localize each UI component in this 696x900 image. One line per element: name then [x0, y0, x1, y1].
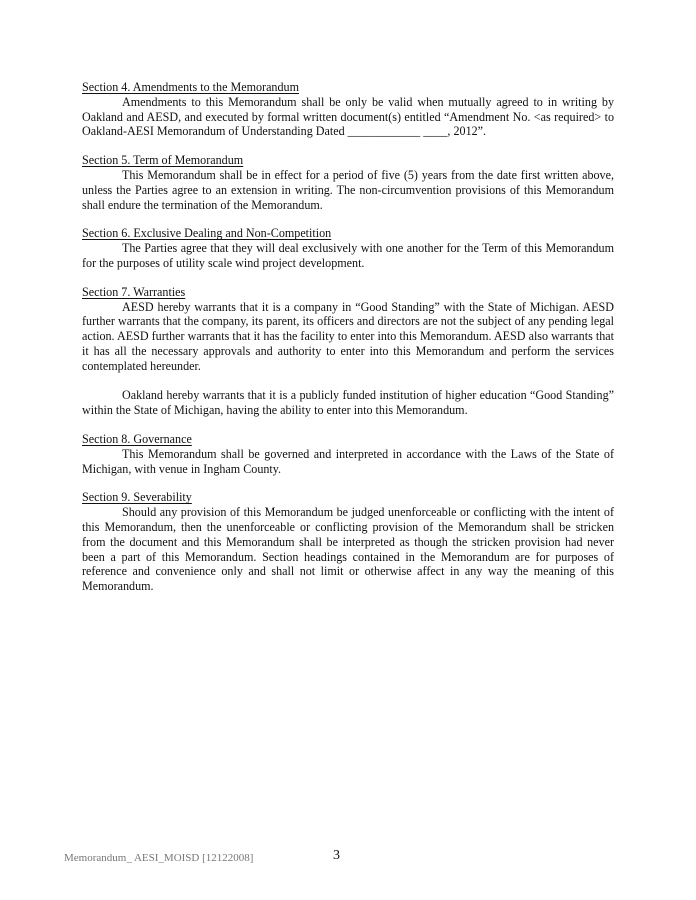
section-paragraph: Oakland hereby warrants that it is a publicly funded institution of higher education “Good Standing” within the State of Michigan, having the ability to enter into this Memorandum. [82, 388, 614, 418]
section-heading: Section 8. Governance [82, 431, 192, 446]
section-9 [82, 490, 614, 594]
section-paragraph: AESD hereby warrants that it is a company in “Good Standing” with the State of Michigan. AESD further warrants that the company, its parent, its officers and directors are not the subject of any pending legal action. AESD further warrants that it has the facility to enter into this Memorandum. AESD also warrants that it has all the necessary approvals and authority to enter into this Memorandum and perform the services contemplated hereunder. [82, 299, 614, 373]
section-paragraph: Should any provision of this Memorandum be judged unenforceable or conflicting with the intent of this Memorandum, then the unenforceable or conflicting provision of the Memorandum shall be stricken from the document and this Memorandum shall be interpreted as though the stricken provision had never been a part of this Memorandum. Section headings contained in the Memorandum are for purposes of reference and convenience only and shall not limit or otherwise affect in any way the meaning of this Memorandum. [82, 505, 614, 594]
section-heading: Section 9. Severability [82, 490, 192, 505]
section-4 [82, 80, 614, 139]
section-6 [82, 226, 614, 270]
section-paragraph: The Parties agree that they will deal exclusively with one another for the Term of this Memorandum for the purposes of utility scale wind project development. [82, 241, 614, 270]
section-5 [82, 153, 614, 212]
document-body [82, 80, 614, 608]
section-8 [82, 432, 614, 476]
page-number: 3 [333, 848, 340, 863]
section-heading: Section 4. Amendments to the Memorandum [82, 80, 299, 94]
footer-document-id: Memorandum_ AESI_MOISD [12122008] [64, 852, 254, 864]
section-heading: Section 6. Exclusive Dealing and Non-Competition [82, 226, 332, 241]
section-heading: Section 5. Term of Memorandum [82, 153, 244, 168]
section-heading: Section 7. Warranties [82, 284, 186, 299]
section-7 [82, 285, 614, 418]
section-paragraph: This Memorandum shall be governed and interpreted in accordance with the Laws of the State of Michigan, with venue in Ingham County. [82, 446, 614, 476]
section-paragraph: This Memorandum shall be in effect for a period of five (5) years from the date first written above, unless the Parties agree to an extension in writing. The non-circumvention provisions of this Memorandum shall endure the termination of the Memorandum. [82, 167, 614, 212]
section-paragraph: Amendments to this Memorandum shall be only be valid when mutually agreed to in writing by Oakland and AESD, and executed by formal written document(s) entitled “Amendment No. <as required> to Oakland-AESI Memorandum of Understanding Dated ____________ ____, 2012”. [82, 94, 614, 139]
